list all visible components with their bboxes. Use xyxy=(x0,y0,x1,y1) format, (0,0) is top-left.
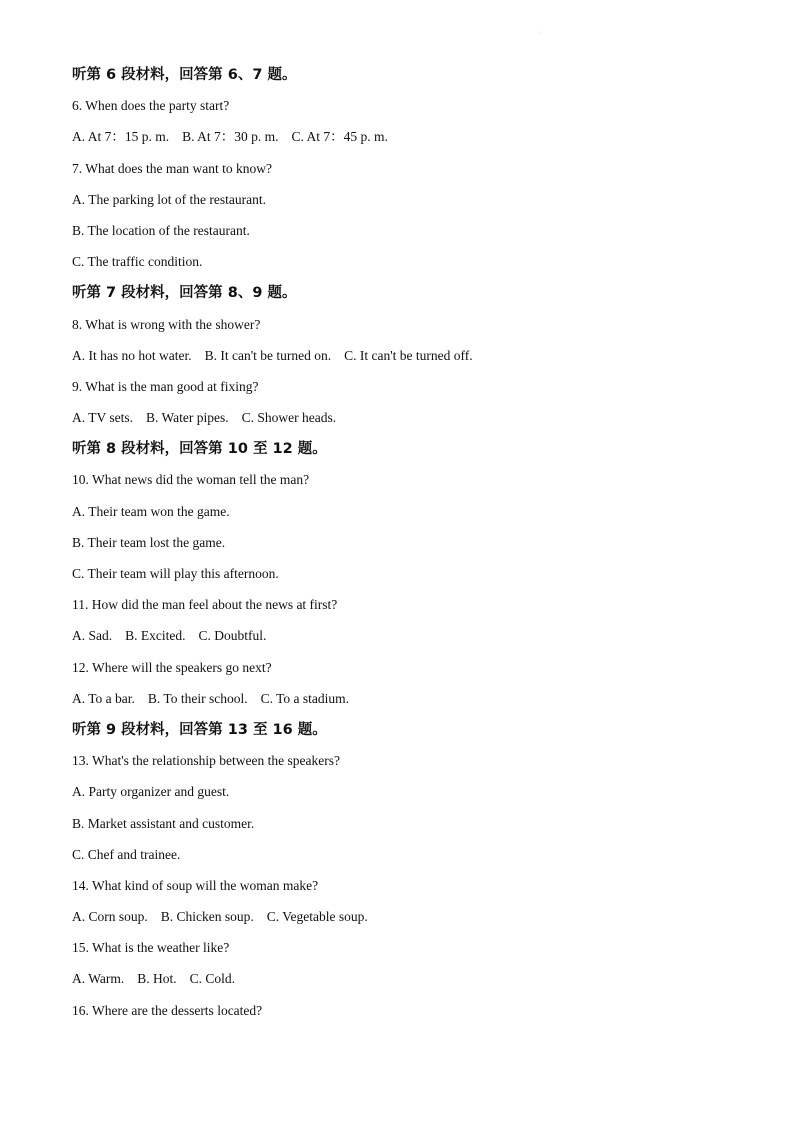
answer-option: C. It can't be turned off. xyxy=(344,347,473,363)
question-text: 6. When does the party start? xyxy=(72,98,230,114)
answer-option: B. Water pipes. xyxy=(146,410,229,426)
answer-option-line: B. Their team lost the game. xyxy=(72,534,226,550)
question-text: 10. What news did the woman tell the man? xyxy=(72,472,310,488)
answer-option-line: C. The traffic condition. xyxy=(72,254,203,270)
answer-option: B. Chicken soup. xyxy=(160,909,254,925)
answer-options-row xyxy=(72,625,732,656)
question-text: 15. What is the weather like? xyxy=(72,940,230,956)
answer-option-line: C. Their team will play this afternoon. xyxy=(72,566,279,581)
answer-option: A. At 7：15 p. m. xyxy=(72,129,170,145)
answer-option: A. To a bar. xyxy=(72,690,135,706)
answer-option-line: B. Market assistant and customer. xyxy=(72,815,255,831)
answer-options-row xyxy=(72,126,732,157)
answer-options-row xyxy=(72,345,732,376)
answer-option: C. Shower heads. xyxy=(241,410,337,426)
section-heading: 听第 9 段材料，回答第 13 至 16 题。 xyxy=(72,721,327,738)
answer-option: A. Sad. xyxy=(72,628,113,644)
answer-option: C. At 7：45 p. m. xyxy=(291,129,388,145)
question-text: 14. What kind of soup will the woman make? xyxy=(72,877,319,893)
question-text: 13. What's the relationship between the speakers? xyxy=(72,753,340,769)
answer-options-row xyxy=(72,906,732,937)
answer-option: A. TV sets. xyxy=(72,410,134,426)
answer-option: B. Excited. xyxy=(125,628,186,644)
answer-options-row xyxy=(72,968,732,999)
answer-option: B. To their school. xyxy=(147,690,248,706)
answer-options-row xyxy=(72,407,732,438)
answer-option: C. Cold. xyxy=(189,971,236,987)
question-text: 16. Where are the desserts located? xyxy=(72,1002,263,1018)
answer-option: C. Vegetable soup. xyxy=(266,909,368,925)
answer-option: A. It has no hot water. xyxy=(72,347,192,363)
section-heading: 听第 8 段材料，回答第 10 至 12 题。 xyxy=(72,441,327,458)
answer-option: B. It can't be turned on. xyxy=(204,347,332,363)
answer-option: C. To a stadium. xyxy=(260,690,350,706)
answer-option-line: A. Their team won the game. xyxy=(72,503,230,519)
answer-option-line: A. Party organizer and guest. xyxy=(72,784,230,800)
answer-option-line: C. Chef and trainee. xyxy=(72,846,181,862)
answer-option: B. At 7：30 p. m. xyxy=(182,129,279,145)
answer-option: C. Doubtful. xyxy=(198,628,267,644)
answer-option-line: B. The location of the restaurant. xyxy=(72,222,250,238)
section-heading: 听第 7 段材料，回答第 8、9 题。 xyxy=(72,285,297,302)
answer-option-line: A. The parking lot of the restaurant. xyxy=(72,191,266,207)
answer-option: A. Warm. xyxy=(72,971,125,987)
question-text: 11. How did the man feel about the news at first? xyxy=(72,597,338,613)
answer-options-row xyxy=(72,688,732,719)
page-dot-mark: · xyxy=(539,30,541,36)
question-text: 12. Where will the speakers go next? xyxy=(72,659,272,675)
question-list xyxy=(72,64,732,1031)
section-heading: 听第 6 段材料，回答第 6、7 题。 xyxy=(72,67,297,83)
question-text: 8. What is wrong with the shower? xyxy=(72,316,261,332)
question-text: 7. What does the man want to know? xyxy=(72,160,272,176)
answer-option: B. Hot. xyxy=(137,971,177,987)
answer-option: A. Corn soup. xyxy=(72,909,148,925)
question-text: 9. What is the man good at fixing? xyxy=(72,378,259,394)
